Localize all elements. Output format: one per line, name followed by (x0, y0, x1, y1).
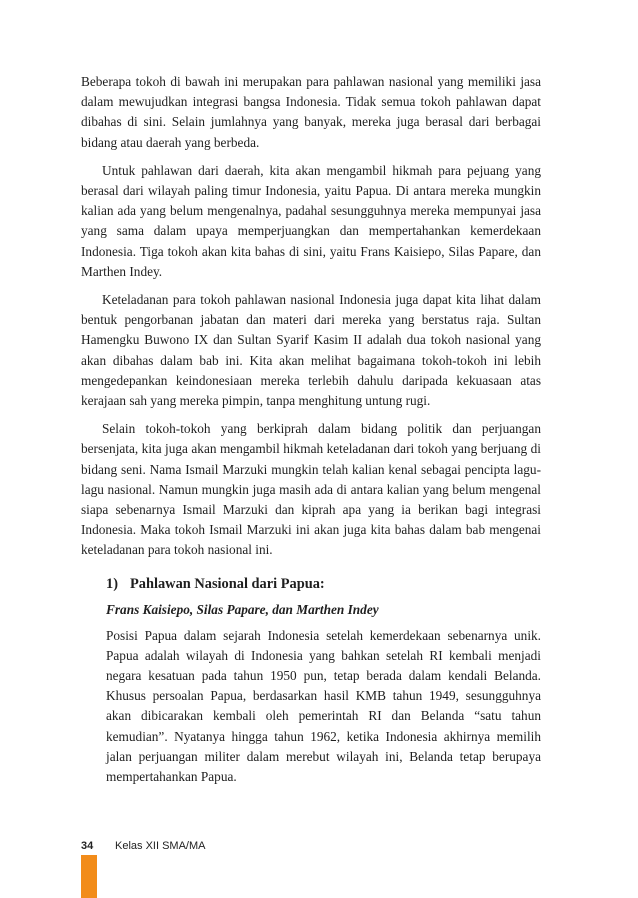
intro-paragraph: Beberapa tokoh di bawah ini merupakan para pahlawan nasional yang memiliki jasa dalam mewujudkan integrasi bangsa Indonesia. Tidak semua tokoh pahlawan dapat dibahas di sini. Selain jumlahnya yang banyak, mereka juga berasal dari berbagai bidang atau daerah yang berbeda. (81, 74, 541, 150)
section-paragraph: Posisi Papua dalam sejarah Indonesia setelah kemerdekaan sebenarnya unik. Papua adalah wilayah di Indonesia yang bahkan setelah RI kembali menjadi negara kesatuan pada tahun 1950 pun, tetap berada dalam kendali Belanda. Khusus persoalan Papua, berdasarkan hasil KMB tahun 1949, sesungguhnya akan dibicarakan kembali oleh pemerintah RI dan Belanda “satu tahun kemudian”. Nyatanya hingga tahun 1962, ketika Indonesia akhirnya memilih jalan perjuangan militer dalam merebut wilayah ini, Belanda tetap berupaya mempertahankan Papua. (106, 627, 541, 785)
book-title: Kelas XII SMA/MA (115, 840, 206, 852)
ismail-marzuki-paragraph: Selain tokoh-tokoh yang berkiprah dalam bidang politik dan perjuangan bersenjata, kita juga akan mengambil hikmah keteladanan dari tokoh yang berjuang di bidang seni. Nama Ismail Marzuki mungkin telah kalian kenal sebagai pencipta lagu-lagu nasional. Namun mungkin juga masih ada di antara kalian yang belum mengenal siapa sebenarnya Ismail Marzuki dan kiprah apa yang ia berikan bagi integrasi Indonesia. Maka tokoh Ismail Marzuki ini akan juga kita bahas dalam bab mengenai keteladanan para tokoh nasional ini. (81, 421, 541, 558)
footer-accent-bar (81, 855, 97, 898)
sultans-paragraph: Keteladanan para tokoh pahlawan nasional Indonesia juga dapat kita lihat dalam bentuk pengorbanan jabatan dan materi dari mereka yang berstatus raja. Sultan Hamengku Buwono IX dan Sultan Syarif Kasim II adalah dua tokoh nasional yang akan dibahas dalam bab ini. Kita akan melihat bagaimana tokoh-tokoh ini lebih mengedepankan keindonesiaan mereka terlebih dahulu daripada kekuasaan atas kerajaan sah yang mereka pimpin, tanpa menghitung untung rugi. (81, 292, 541, 409)
section-subheading: Frans Kaisiepo, Silas Papare, dan Marthen Indey (106, 601, 379, 617)
page-footer (81, 839, 205, 853)
papua-heroes-paragraph: Untuk pahlawan dari daerah, kita akan mengambil hikmah para pejuang yang berasal dari wilayah paling timur Indonesia, yaitu Papua. Di antara mereka mungkin kalian ada yang belum mengenalnya, padahal sesungguhnya mereka mempunyai jasa yang sama dalam upaya memperjuangkan dan mempertahankan kemerdekaan Indonesia. Tiga tokoh akan kita bahas di sini, yaitu Frans Kaisiepo, Silas Papare, dan Marthen Indey. (81, 162, 541, 279)
section-papua (106, 573, 541, 788)
section-heading (106, 573, 541, 595)
section-number: 1) (106, 575, 118, 592)
section-title: Pahlawan Nasional dari Papua: (130, 575, 325, 592)
page-number: 34 (81, 840, 94, 852)
page-content (81, 72, 541, 795)
